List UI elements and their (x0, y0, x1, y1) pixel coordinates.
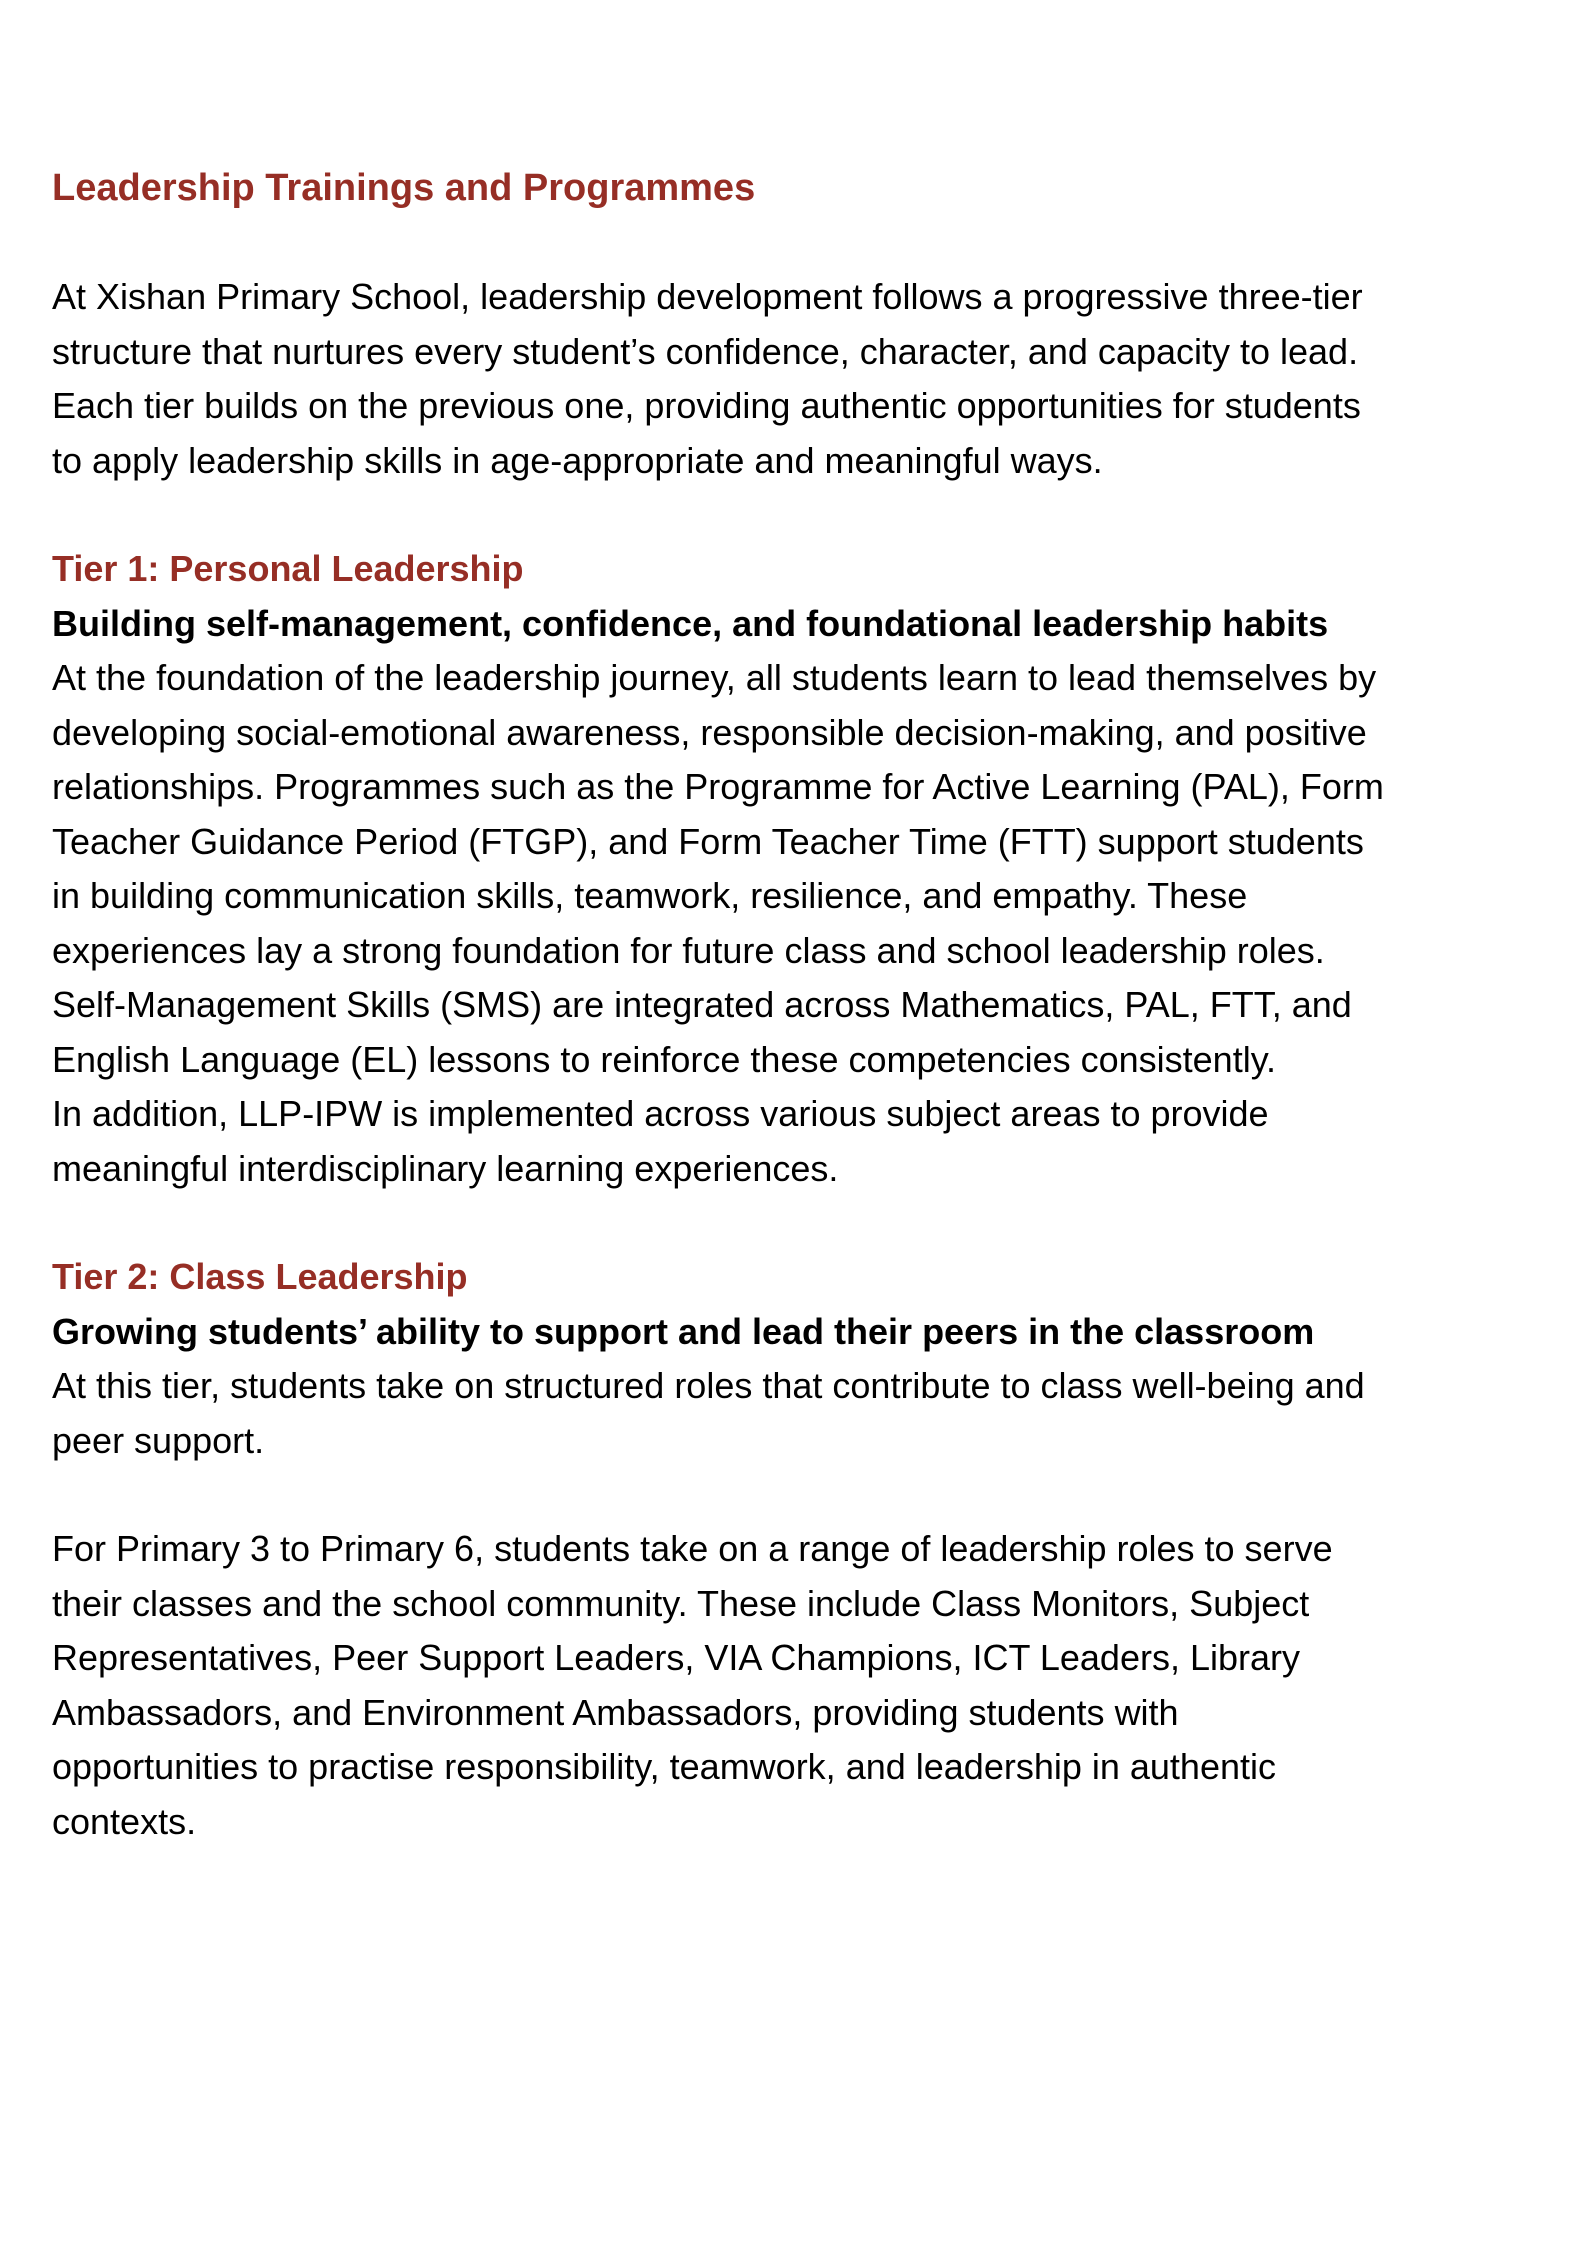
tier1-line: experiences lay a strong foundation for future class and school leadership roles. (52, 929, 1325, 971)
tier1-line: relationships. Programmes such as the Programme for Active Learning (PAL), Form (52, 766, 1384, 807)
tier2-roles-line: opportunities to practise responsibility, teamwork, and leadership in authentic (52, 1746, 1276, 1787)
tier1-section (52, 542, 1552, 1196)
intro-line: to apply leadership skills in age-appropriate and meaningful ways. (52, 439, 1103, 481)
tier2-line: At this tier, students take on structured roles that contribute to class well-being and (52, 1365, 1365, 1406)
tier2-roles-line: Ambassadors, and Environment Ambassadors, providing students with (52, 1691, 1179, 1733)
intro-line: At Xishan Primary School, leadership development follows a progressive three-tier (52, 276, 1363, 317)
tier1-line: meaningful interdisciplinary learning experiences. (52, 1147, 839, 1189)
tier2-section (52, 1250, 1552, 1849)
tier1-heading: Tier 1: Personal Leadership (52, 548, 524, 589)
intro-line: Each tier builds on the previous one, providing authentic opportunities for students (52, 385, 1361, 426)
tier2-heading: Tier 2: Class Leadership (52, 1256, 468, 1297)
tier1-line: In addition, LLP-IPW is implemented across various subject areas to provide (52, 1093, 1269, 1134)
intro-paragraph (52, 270, 1552, 488)
document-page (52, 160, 1552, 1849)
tier1-line: English Language (EL) lessons to reinforce these competencies consistently. (52, 1038, 1277, 1080)
tier2-subheading: Growing students’ ability to support and lead their peers in the classroom (52, 1310, 1315, 1352)
tier2-body (52, 1359, 1552, 1468)
tier1-line: Self-Management Skills (SMS) are integrated across Mathematics, PAL, FTT, and (52, 984, 1352, 1025)
spacer (52, 1196, 1552, 1250)
tier2-roles-line: their classes and the school community. These include Class Monitors, Subject (52, 1582, 1310, 1624)
tier2-roles-line: For Primary 3 to Primary 6, students take on a range of leadership roles to serve (52, 1528, 1333, 1569)
page-title: Leadership Trainings and Programmes (52, 167, 756, 209)
tier2-roles-line: Representatives, Peer Support Leaders, VIA Champions, ICT Leaders, Library (52, 1637, 1300, 1678)
spacer (52, 488, 1552, 542)
tier1-subheading: Building self-management, confidence, and foundational leadership habits (52, 602, 1329, 644)
tier2-line: peer support. (52, 1419, 265, 1461)
tier2-roles-line: contexts. (52, 1800, 197, 1842)
tier1-line: At the foundation of the leadership journey, all students learn to lead themselves by (52, 657, 1377, 698)
tier1-line: in building communication skills, teamwork, resilience, and empathy. These (52, 875, 1248, 916)
tier1-line: developing social-emotional awareness, responsible decision-making, and positive (52, 711, 1367, 753)
tier2-roles-paragraph (52, 1522, 1552, 1849)
tier1-body (52, 651, 1552, 1196)
spacer (52, 1468, 1552, 1522)
tier1-line: Teacher Guidance Period (FTGP), and Form Teacher Time (FTT) support students (52, 820, 1364, 862)
intro-line: structure that nurtures every student’s confidence, character, and capacity to lead. (52, 330, 1359, 372)
